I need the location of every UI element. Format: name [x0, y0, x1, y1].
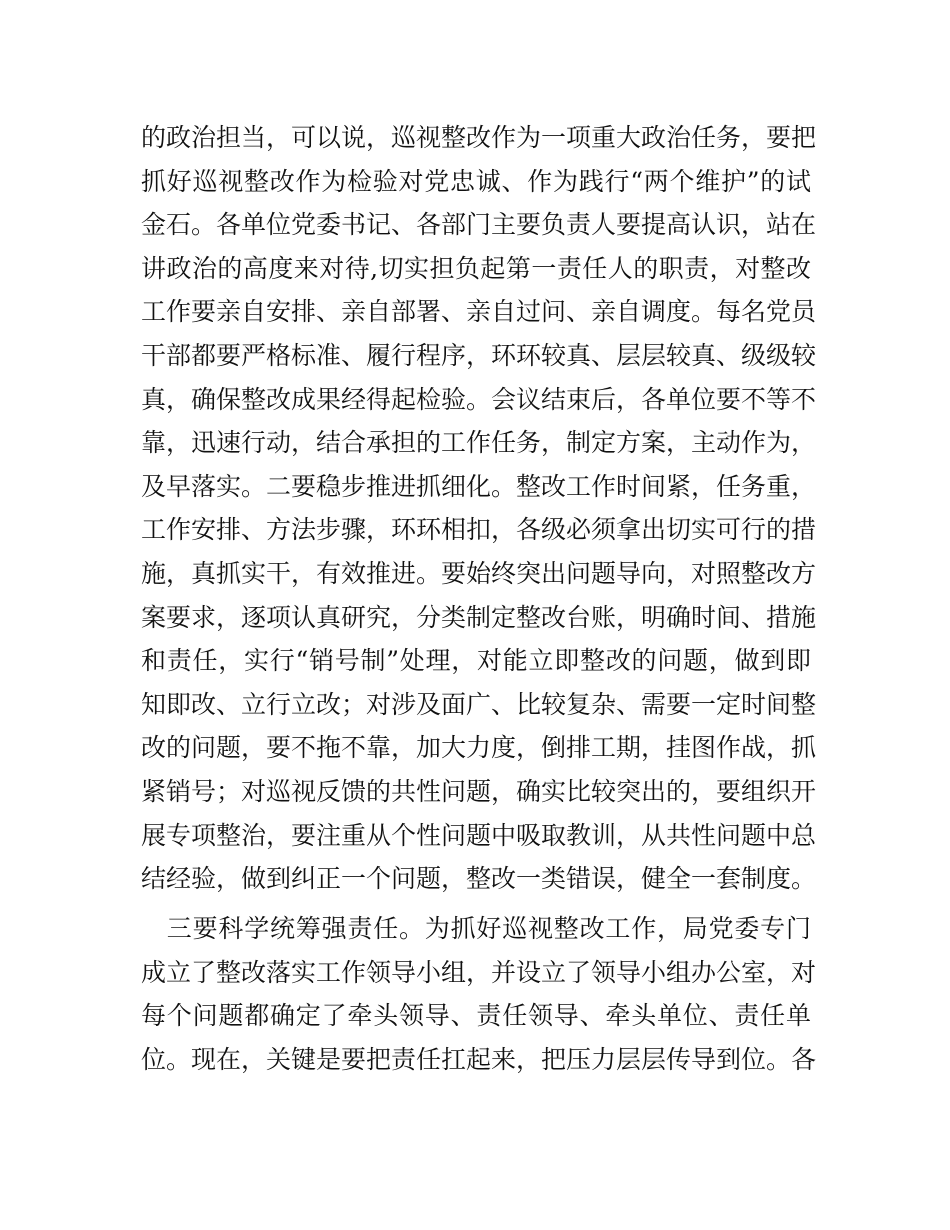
paragraph-line: 改的问题，要不拖不靠，加大力度，倒排工期，挂图作战，抓: [141, 733, 817, 763]
paragraph-line: 的政治担当，可以说，巡视整改作为一项重大政治任务，要把: [141, 123, 817, 152]
paragraph-line: 紧销号；对巡视反馈的共性问题，确实比较突出的，要组织开: [141, 776, 817, 806]
paragraph-line: 位。现在，关键是要把责任扛起来，把压力层层传导到位。各: [141, 1044, 817, 1074]
paragraph-line: 金石。各单位党委书记、各部门主要负责人要提高认识，站在: [141, 210, 817, 240]
paragraph-line: 讲政治的高度来对待,切实担负起第一责任人的职责，对整改: [141, 253, 811, 283]
paragraph-line: 成立了整改落实工作领导小组，并设立了领导小组办公室，对: [141, 957, 817, 987]
paragraph-line: 真，确保整改成果经得起检验。会议结束后，各单位要不等不: [141, 384, 817, 414]
paragraph-line: 展专项整治，要注重从个性问题中吸取教训，从共性问题中总: [141, 820, 817, 850]
paragraph-line: 知即改、立行立改；对涉及面广、比较复杂、需要一定时间整: [141, 689, 817, 719]
paragraph-line: 每个问题都确定了牵头领导、责任领导、牵头单位、责任单: [141, 1001, 811, 1031]
paragraph-line: 施，真抓实干，有效推进。要始终突出问题导向，对照整改方: [141, 558, 817, 588]
paragraph-line: 抓好巡视整改作为检验对党忠诚、作为践行“两个维护”的试: [141, 166, 811, 196]
paragraph-line: 和责任，实行“销号制”处理，对能立即整改的问题，做到即: [141, 646, 811, 676]
paragraph-line: 及早落实。二要稳步推进抓细化。整改工作时间紧，任务重，: [141, 471, 817, 501]
paragraph-line: 案要求，逐项认真研究，分类制定整改台账，明确时间、措施: [141, 602, 817, 632]
paragraph-line: 工作要亲自安排、亲自部署、亲自过问、亲自调度。每名党员: [141, 297, 817, 327]
paragraph-line: 结经验，做到纠正一个问题，整改一类错误，健全一套制度。: [141, 864, 817, 894]
paragraph-line: 靠，迅速行动，结合承担的工作任务，制定方案，主动作为，: [141, 428, 817, 458]
paragraph-2: [141, 907, 817, 1081]
paragraph-1: [141, 116, 817, 901]
paragraph-line: 工作安排、方法步骤，环环相扣，各级必须拿出切实可行的措: [141, 515, 817, 545]
paragraph-line: 三要科学统筹强责任。为抓好巡视整改工作，局党委专门: [141, 914, 811, 943]
paragraph-line: 干部都要严格标准、履行程序，环环较真、层层较真、级级较: [141, 340, 817, 370]
